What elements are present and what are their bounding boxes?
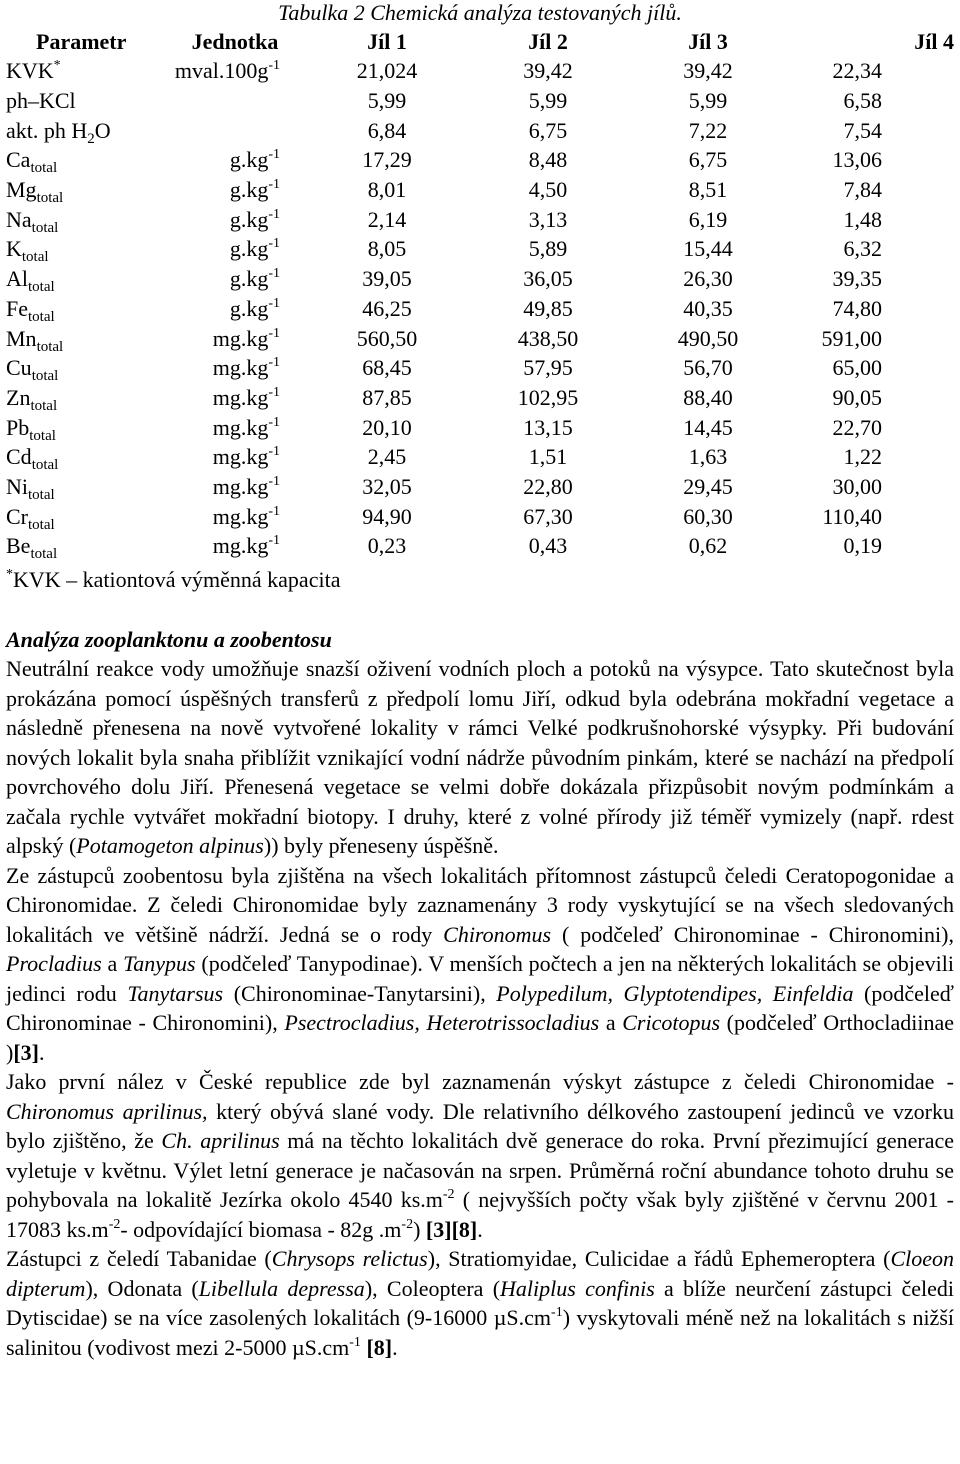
value-cell-jil-1: 6,84 — [367, 117, 407, 143]
table-row — [6, 204, 960, 234]
table-row — [6, 472, 960, 502]
value-cell-jil-4: 0,19 — [843, 533, 882, 559]
chemical-analysis-table — [6, 27, 960, 561]
value-cell-jil-4: 1,22 — [843, 444, 882, 470]
parameter-cell: $Mg_{total}$ — [6, 177, 64, 207]
unit-cell: $g.kg^{-1}$ — [229, 236, 280, 262]
value-cell-jil-2: 67,30 — [523, 503, 573, 529]
value-cell-jil-4: 30,00 — [832, 473, 882, 499]
unit-cell — [166, 86, 306, 116]
value-cell-jil-3: 56,70 — [683, 355, 733, 381]
value-cell-jil-4: 65,00 — [832, 355, 882, 381]
value-cell-jil-2: 438,50 — [517, 325, 579, 351]
value-cell-jil-1: 0,23 — [367, 533, 407, 559]
parameter-cell: $Al_{total}$ — [6, 266, 55, 296]
parameter-cell: $Cr_{total}$ — [6, 503, 55, 533]
table-row — [6, 501, 960, 531]
table-row — [6, 175, 960, 205]
table-row — [6, 531, 960, 561]
table-row — [6, 264, 960, 294]
value-cell-jil-2: 3,13 — [528, 206, 568, 232]
parameter-cell: $Fe_{total}$ — [6, 295, 55, 325]
header-jil-3: Jíl 3 — [688, 29, 728, 54]
value-cell-jil-2: 39,42 — [523, 58, 573, 84]
unit-cell: $mval.100g^{-1}$ — [174, 58, 280, 84]
table-row — [6, 56, 960, 86]
value-cell-jil-3: 14,45 — [683, 414, 733, 440]
value-cell-jil-2: 6,75 — [528, 117, 568, 143]
header-jednotka: Jednotka — [191, 29, 279, 54]
value-cell-jil-4: 13,06 — [832, 147, 882, 173]
table-body — [6, 56, 960, 561]
table-footnote — [6, 566, 340, 594]
value-cell-jil-4: 591,00 — [821, 325, 882, 351]
parameter-cell: $Pb_{total}$ — [6, 414, 56, 444]
header-parametr: Parametr — [36, 29, 127, 54]
value-cell-jil-1: 560,50 — [356, 325, 418, 351]
value-cell-jil-1: 87,85 — [362, 384, 412, 410]
value-cell-jil-2: 22,80 — [523, 473, 573, 499]
table-row — [6, 323, 960, 353]
value-cell-jil-4: 6,32 — [843, 236, 882, 262]
value-cell-jil-2: 13,15 — [523, 414, 573, 440]
value-cell-jil-3: 7,22 — [688, 117, 728, 143]
table-caption: Tabulka 2 Chemická analýza testovaných jílů. — [278, 0, 682, 25]
value-cell-jil-4: 6,58 — [843, 88, 882, 114]
value-cell-jil-3: 1,63 — [688, 444, 728, 470]
value-cell-jil-4: 22,70 — [832, 414, 882, 440]
unit-cell: $mg.kg^{-1}$ — [212, 503, 280, 529]
value-cell-jil-3: 5,99 — [688, 88, 728, 114]
unit-cell: $g.kg^{-1}$ — [229, 147, 280, 173]
value-cell-jil-3: 40,35 — [683, 295, 733, 321]
paragraph: Jako první nález v České republice zde byl zaznamenán výskyt zástupce z čeledi Chironomidae - Chironomus aprilinus, který obývá slané vody. Dle relativního délkového zastoupení jedinců ve vzorku bylo zjištěno, že Ch. aprilinus má na těchto lokalitách dvě generace do roka. První přezimující generace vyletuje v květnu. Výlet letní generace je načasován na srpen. Průměrná roční abundance tohoto druhu se pohybovala na lokalitě Jezírka okolo 4540 $ks.m^{-2}$ ( nejvyšších počty však byly zjištěné v červnu 2001 - 17083 $ks.m^{-2}-$ odpovídající biomasa - 82g $.m^{-2}$) [3][8]. — [6, 1069, 954, 1242]
table-row — [6, 412, 960, 442]
header-jil-1: Jíl 1 — [367, 29, 407, 54]
unit-cell: $mg.kg^{-1}$ — [212, 325, 280, 351]
table-row — [6, 294, 960, 324]
table-row — [6, 145, 960, 175]
unit-cell: $g.kg^{-1}$ — [229, 206, 280, 232]
parameter-cell: $Be_{total}$ — [6, 533, 58, 563]
value-cell-jil-3: 6,19 — [688, 206, 728, 232]
parameter-cell: $Ni_{total}$ — [6, 473, 55, 503]
value-cell-jil-3: 60,30 — [683, 503, 733, 529]
value-cell-jil-3: 15,44 — [683, 236, 733, 262]
parameter-cell: $Na_{total}$ — [6, 206, 59, 236]
value-cell-jil-3: 88,40 — [683, 384, 733, 410]
value-cell-jil-2: 4,50 — [528, 177, 568, 203]
table-row — [6, 234, 960, 264]
header-jil-2: Jíl 2 — [528, 29, 568, 54]
value-cell-jil-1: 39,05 — [362, 266, 412, 292]
value-cell-jil-3: 8,51 — [688, 177, 728, 203]
value-cell-jil-4: 110,40 — [822, 503, 882, 529]
value-cell-jil-3: 39,42 — [683, 58, 733, 84]
value-cell-jil-1: 94,90 — [362, 503, 412, 529]
footnote-text: KVK – kationtová výměnná kapacita — [13, 567, 341, 592]
unit-cell: $mg.kg^{-1}$ — [212, 533, 280, 559]
paragraph: Zástupci z čeledí Tabanidae (Chrysops relictus), Stratiomyidae, Culicidae a řádů Ephemeroptera (Cloeon dipterum), Odonata (Libellula depressa), Coleoptera (Haliplus confinis a blíže neurčení zástupci čeledi Dytiscidae) se na více zasolených lokalitách (9-16000 $\mu S.cm^{-1}$) vyskytovali méně než na lokalitách s nižší salinitou (vodivost mezi 2-5000 $\mu S.cm^{-1}$ [8]. — [6, 1246, 955, 1360]
value-cell-jil-2: 0,43 — [528, 533, 568, 559]
value-cell-jil-4: 39,35 — [832, 266, 882, 292]
table-row — [6, 86, 960, 116]
paragraph: Neutrální reakce vody umožňuje snazší oživení vodních ploch a potoků na výsypce. Tato skutečnost byla prokázána pomocí úspěšných transferů z předpolí lomu Jiří, odkud byla odebrána mokřadní vegetace a následně přenesena na nově vytvořené lokality v rámci Velké podkrušnohorské výsypky. Při budování nových lokalit byla snaha přiblížit vznikající vodní nádrže původním pinkám, které se nachází na předpolí povrchového dolu Jiří. Přenesená vegetace se velmi dobře dokázala přizpůsobit novým podmínkám a začala rychle vytvářet mokřadní biotopy. I druhy, které z volné přírody již téměř vymizely (např. rdest alpský (Potamogeton alpinus)) byly přeneseny úspěšně. — [6, 656, 954, 858]
parameter-cell: $Ca_{total}$ — [6, 147, 58, 177]
parameter-cell: $Zn_{total}$ — [6, 384, 58, 414]
value-cell-jil-2: 8,48 — [528, 147, 568, 173]
value-cell-jil-3: 490,50 — [677, 325, 739, 351]
value-cell-jil-3: 6,75 — [688, 147, 728, 173]
value-cell-jil-1: 32,05 — [362, 473, 412, 499]
value-cell-jil-1: 5,99 — [367, 88, 407, 114]
table-row — [6, 442, 960, 472]
unit-cell: $mg.kg^{-1}$ — [212, 355, 280, 381]
value-cell-jil-1: 20,10 — [362, 414, 412, 440]
value-cell-jil-4: 7,54 — [843, 117, 882, 143]
value-cell-jil-2: 102,95 — [517, 384, 579, 410]
value-cell-jil-4: 74,80 — [832, 295, 882, 321]
unit-cell: $mg.kg^{-1}$ — [212, 414, 280, 440]
value-cell-jil-2: 49,85 — [523, 295, 573, 321]
value-cell-jil-4: 90,05 — [832, 384, 882, 410]
unit-cell: $g.kg^{-1}$ — [229, 295, 280, 321]
value-cell-jil-1: 17,29 — [362, 147, 412, 173]
unit-cell: $mg.kg^{-1}$ — [212, 473, 280, 499]
parameter-cell: akt. ph $H_2O$ — [6, 117, 111, 147]
value-cell-jil-1: 2,14 — [367, 206, 407, 232]
unit-cell — [166, 115, 306, 145]
unit-cell: $g.kg^{-1}$ — [229, 177, 280, 203]
value-cell-jil-2: 57,95 — [523, 355, 573, 381]
value-cell-jil-1: 21,024 — [356, 58, 418, 84]
body-text — [6, 654, 954, 1362]
table-header-row — [6, 27, 960, 56]
value-cell-jil-1: 2,45 — [367, 444, 407, 470]
footnote-mark: * — [6, 567, 13, 582]
value-cell-jil-2: 1,51 — [528, 444, 568, 470]
parameter-cell: $K_{total}$ — [6, 236, 49, 266]
value-cell-jil-3: 26,30 — [683, 266, 733, 292]
section-title: Analýza zooplanktonu a zoobentosu — [6, 627, 332, 652]
value-cell-jil-2: 5,89 — [528, 236, 568, 262]
parameter-cell: $Mn_{total}$ — [6, 325, 64, 355]
value-cell-jil-4: 22,34 — [832, 58, 882, 84]
parameter-cell: $Cu_{total}$ — [6, 355, 59, 385]
value-cell-jil-1: 8,05 — [367, 236, 407, 262]
value-cell-jil-2: 5,99 — [528, 88, 568, 114]
paragraph: Ze zástupců zoobentosu byla zjištěna na všech lokalitách přítomnost zástupců čeledi Ceratopogonidae a Chironomidae. Z čeledi Chironomidae byly zaznamenány 3 rody vyskytující se na všech sledovaných lokalitách ve většině nádrží. Jedná se o rody Chironomus ( podčeleď Chironominae - Chironomini), Procladius a Tanypus (podčeleď Tanypodinae). V menších počtech a jen na některých lokalitách se objevili jedinci rodu Tanytarsus (Chironominae-Tanytarsini), Polypedilum, Glyptotendipes, Einfeldia (podčeleď Chironominae - Chironomini), Psectrocladius, Heterotrissocladius a Cricotopus (podčeleď Orthocladiinae )[3]. — [6, 862, 955, 1065]
unit-cell: $g.kg^{-1}$ — [229, 266, 280, 292]
value-cell-jil-4: 7,84 — [843, 177, 882, 203]
value-cell-jil-3: 29,45 — [683, 473, 733, 499]
parameter-cell: ph–KCl — [6, 88, 76, 114]
table-row — [6, 115, 960, 145]
value-cell-jil-4: 1,48 — [843, 206, 882, 232]
parameter-cell: KVK* — [6, 58, 61, 84]
value-cell-jil-2: 36,05 — [523, 266, 573, 292]
table-row — [6, 383, 960, 413]
unit-cell: $mg.kg^{-1}$ — [212, 384, 280, 410]
value-cell-jil-1: 68,45 — [362, 355, 412, 381]
unit-cell: $mg.kg^{-1}$ — [212, 444, 280, 470]
value-cell-jil-3: 0,62 — [688, 533, 728, 559]
value-cell-jil-1: 46,25 — [362, 295, 412, 321]
table-row — [6, 353, 960, 383]
header-jil-4: Jíl 4 — [914, 29, 954, 54]
value-cell-jil-1: 8,01 — [367, 177, 407, 203]
parameter-cell: $Cd_{total}$ — [6, 444, 59, 474]
